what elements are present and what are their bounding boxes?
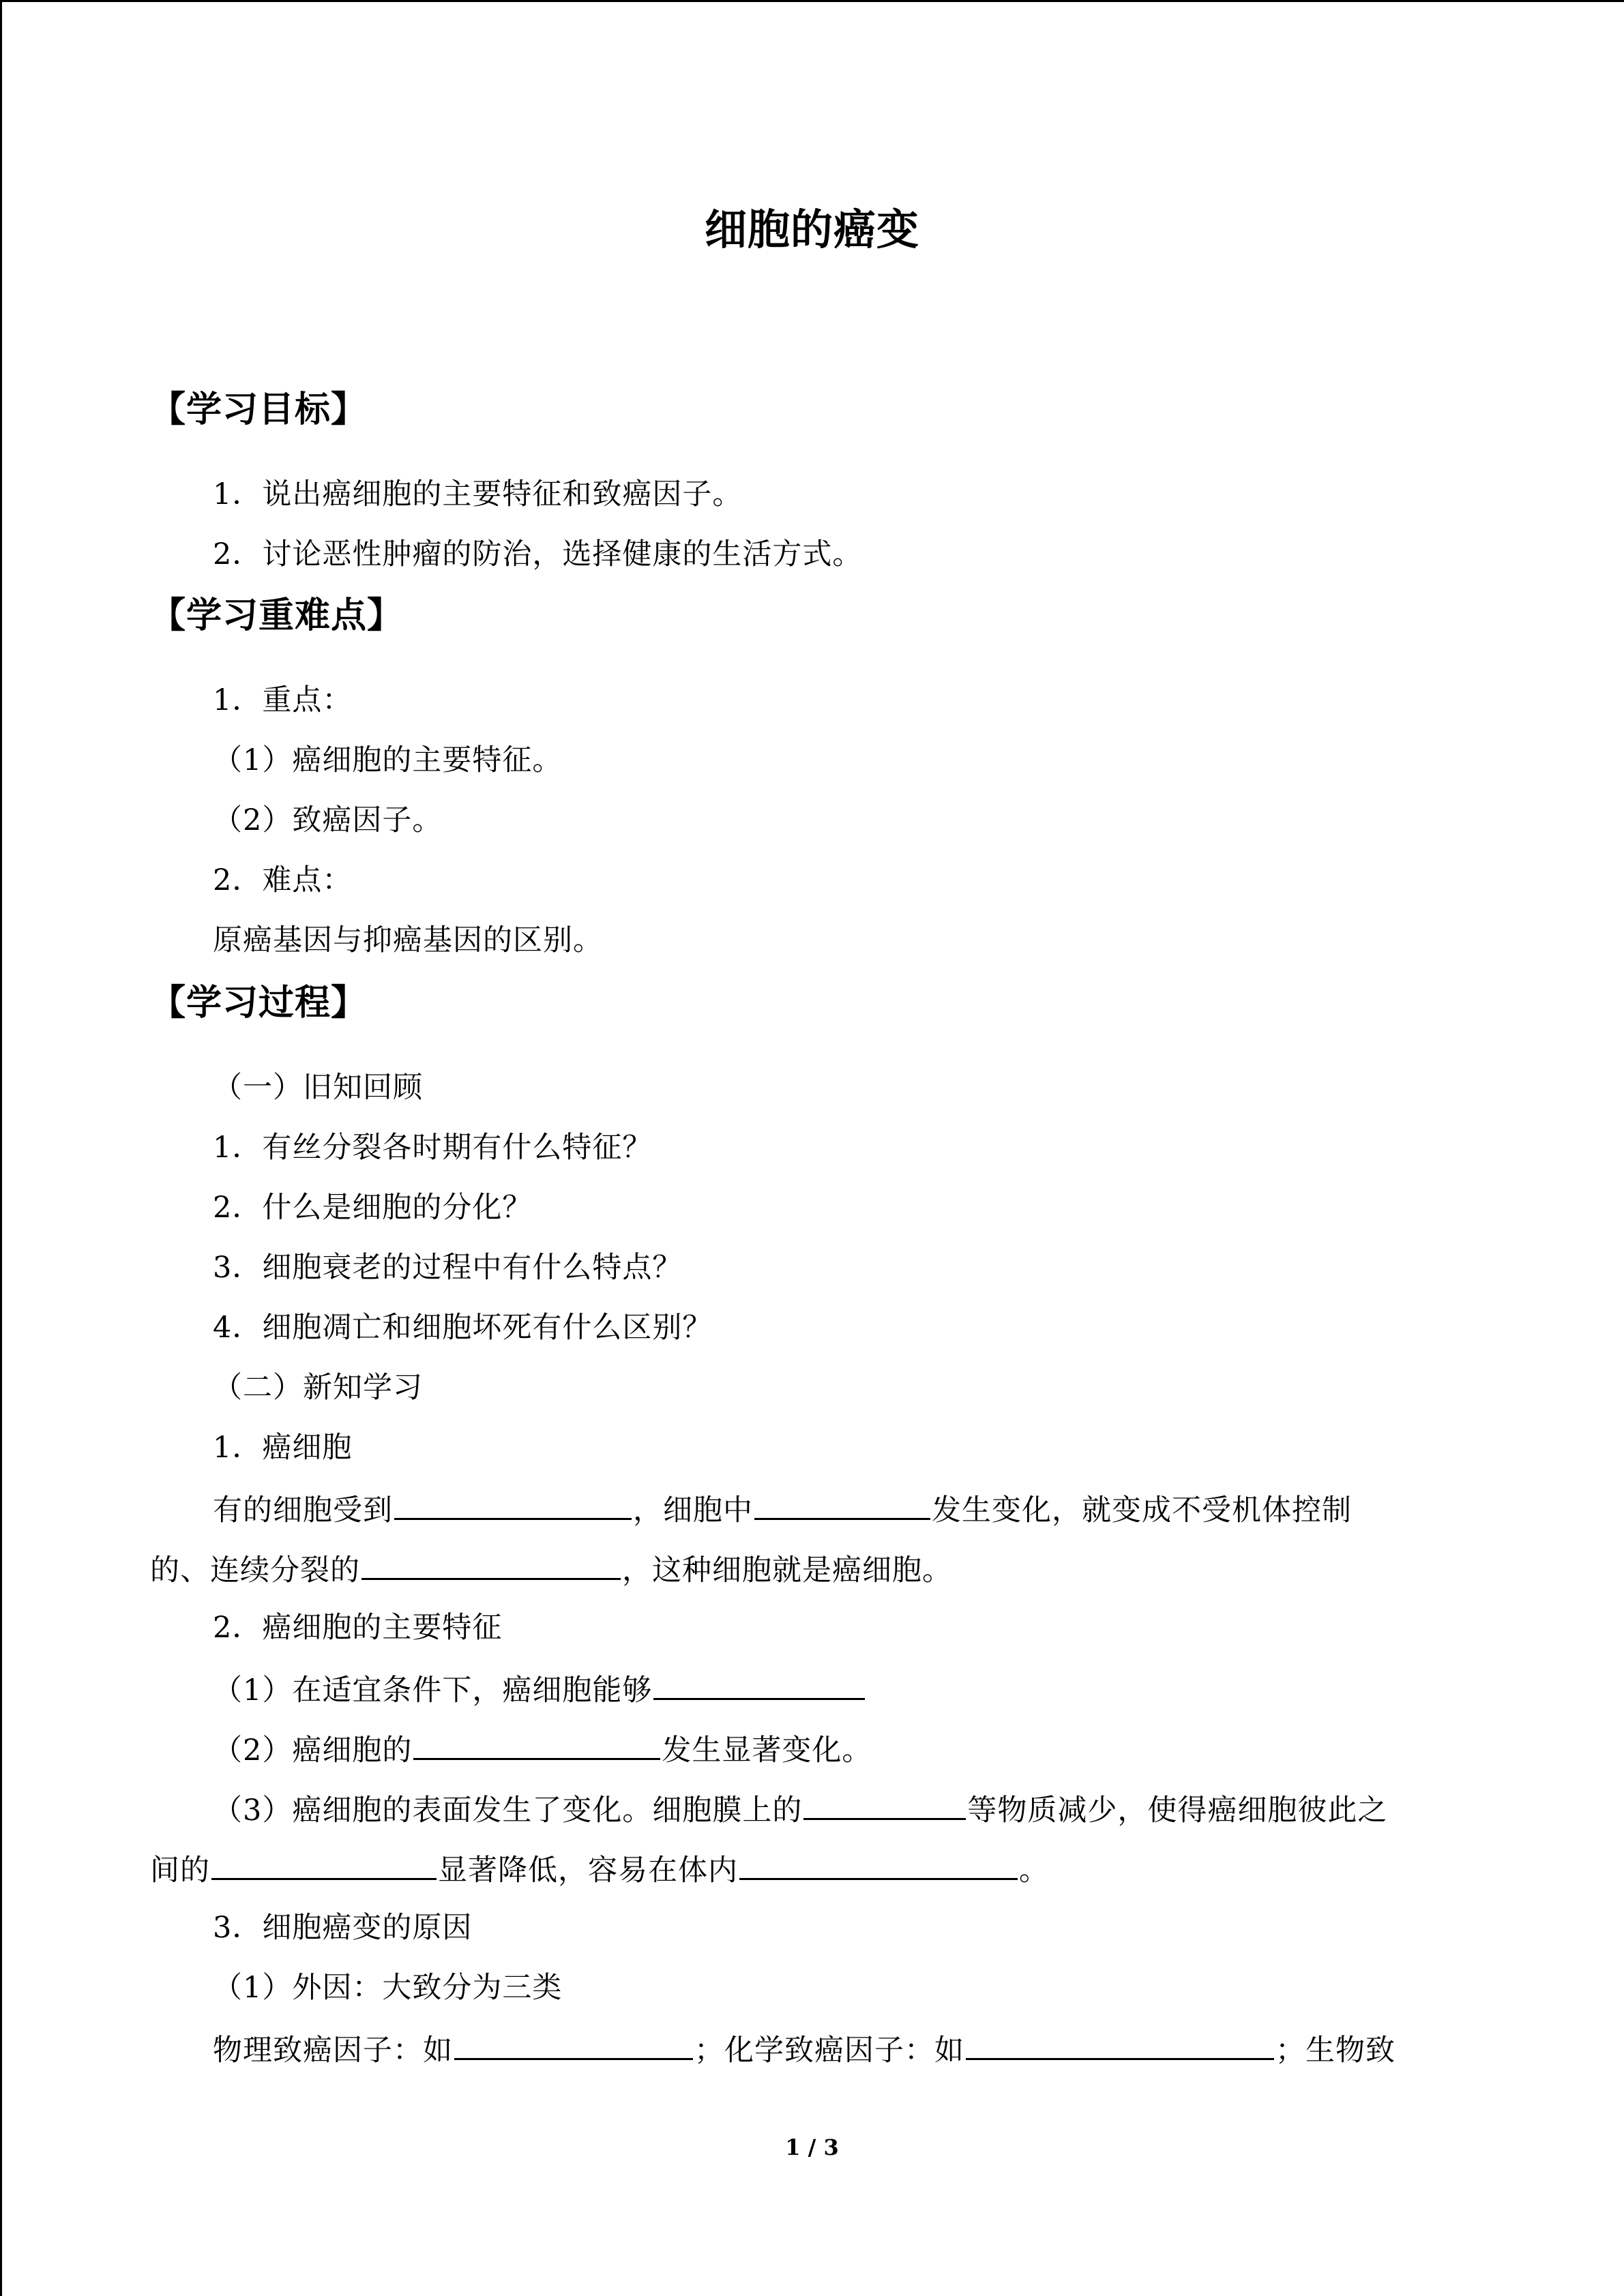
document-title: 细胞的癌变 bbox=[704, 205, 919, 254]
text-segment: （1）在适宜条件下，癌细胞能够 bbox=[213, 1673, 653, 1708]
feature-3-line-1 bbox=[213, 1791, 1387, 1829]
page-number: 1 / 3 bbox=[785, 2134, 839, 2160]
feature-3-line-2 bbox=[150, 1851, 1049, 1889]
fill-blank[interactable] bbox=[739, 1851, 1018, 1880]
feature-1 bbox=[213, 1671, 866, 1709]
text-segment: 等物质减少，使得癌细胞彼此之 bbox=[967, 1793, 1388, 1828]
text-segment: ；化学致癌因子：如 bbox=[694, 2033, 964, 2068]
goal-item-2: 2．讨论恶性肿瘤的防治，选择健康的生活方式。 bbox=[213, 537, 863, 571]
fill-blank[interactable] bbox=[211, 1851, 437, 1880]
key-point-line-2: （1）癌细胞的主要特征。 bbox=[213, 743, 563, 777]
page-top-border bbox=[0, 0, 1624, 2]
review-heading: （一）旧知回顾 bbox=[213, 1071, 423, 1105]
fill-blank[interactable] bbox=[394, 1491, 632, 1520]
carcinogens-line bbox=[213, 2031, 1396, 2069]
fill-blank[interactable] bbox=[803, 1791, 966, 1820]
text-segment: 物理致癌因子：如 bbox=[213, 2033, 453, 2068]
features-heading: 2．癌细胞的主要特征 bbox=[213, 1611, 503, 1645]
fill-blank[interactable] bbox=[653, 1671, 865, 1700]
key-point-line-1: 1．重点： bbox=[213, 683, 353, 717]
text-segment: 有的细胞受到 bbox=[213, 1493, 393, 1527]
cancer-cell-heading: 1．癌细胞 bbox=[213, 1431, 353, 1465]
text-segment: 间的 bbox=[150, 1853, 210, 1888]
fill-blank[interactable] bbox=[361, 1551, 621, 1580]
external-causes-heading: （1）外因：大致分为三类 bbox=[213, 1971, 563, 2005]
cancer-cell-definition-line-2 bbox=[150, 1551, 952, 1589]
text-segment: ，细胞中 bbox=[633, 1493, 753, 1527]
text-segment: ，这种细胞就是癌细胞。 bbox=[622, 1553, 952, 1587]
fill-blank[interactable] bbox=[966, 2031, 1274, 2060]
review-question-1: 1．有丝分裂各时期有什么特征？ bbox=[213, 1131, 653, 1165]
causes-heading: 3．细胞癌变的原因 bbox=[213, 1911, 473, 1945]
new-learning-heading: （二）新知学习 bbox=[213, 1371, 423, 1405]
goal-item-1: 1．说出癌细胞的主要特征和致癌因子。 bbox=[213, 477, 743, 511]
text-segment: （3）癌细胞的表面发生了变化。细胞膜上的 bbox=[213, 1793, 803, 1828]
fill-blank[interactable] bbox=[754, 1491, 930, 1520]
text-segment: 。 bbox=[1019, 1853, 1049, 1888]
text-segment: 发生显著变化。 bbox=[662, 1733, 872, 1768]
fill-blank[interactable] bbox=[413, 1731, 660, 1760]
text-segment: ；生物致 bbox=[1275, 2033, 1396, 2068]
text-segment: 的、连续分裂的 bbox=[150, 1553, 360, 1587]
cancer-cell-definition-line-1 bbox=[213, 1491, 1352, 1529]
section-heading-goals: 【学习目标】 bbox=[150, 389, 368, 430]
review-question-2: 2．什么是细胞的分化？ bbox=[213, 1191, 533, 1225]
text-segment: （2）癌细胞的 bbox=[213, 1733, 413, 1768]
key-point-line-4: 2．难点： bbox=[213, 863, 353, 897]
page-left-border bbox=[0, 0, 2, 2296]
fill-blank[interactable] bbox=[454, 2031, 693, 2060]
text-segment: 显著降低，容易在体内 bbox=[438, 1853, 738, 1888]
key-point-line-5: 原癌基因与抑癌基因的区别。 bbox=[213, 923, 603, 957]
key-point-line-3: （2）致癌因子。 bbox=[213, 803, 443, 837]
feature-2 bbox=[213, 1731, 872, 1769]
review-question-3: 3．细胞衰老的过程中有什么特点？ bbox=[213, 1251, 683, 1285]
section-heading-process: 【学习过程】 bbox=[150, 982, 368, 1024]
text-segment: 发生变化，就变成不受机体控制 bbox=[932, 1493, 1352, 1527]
section-heading-key-points: 【学习重难点】 bbox=[150, 595, 404, 636]
review-question-4: 4．细胞凋亡和细胞坏死有什么区别？ bbox=[213, 1311, 713, 1345]
